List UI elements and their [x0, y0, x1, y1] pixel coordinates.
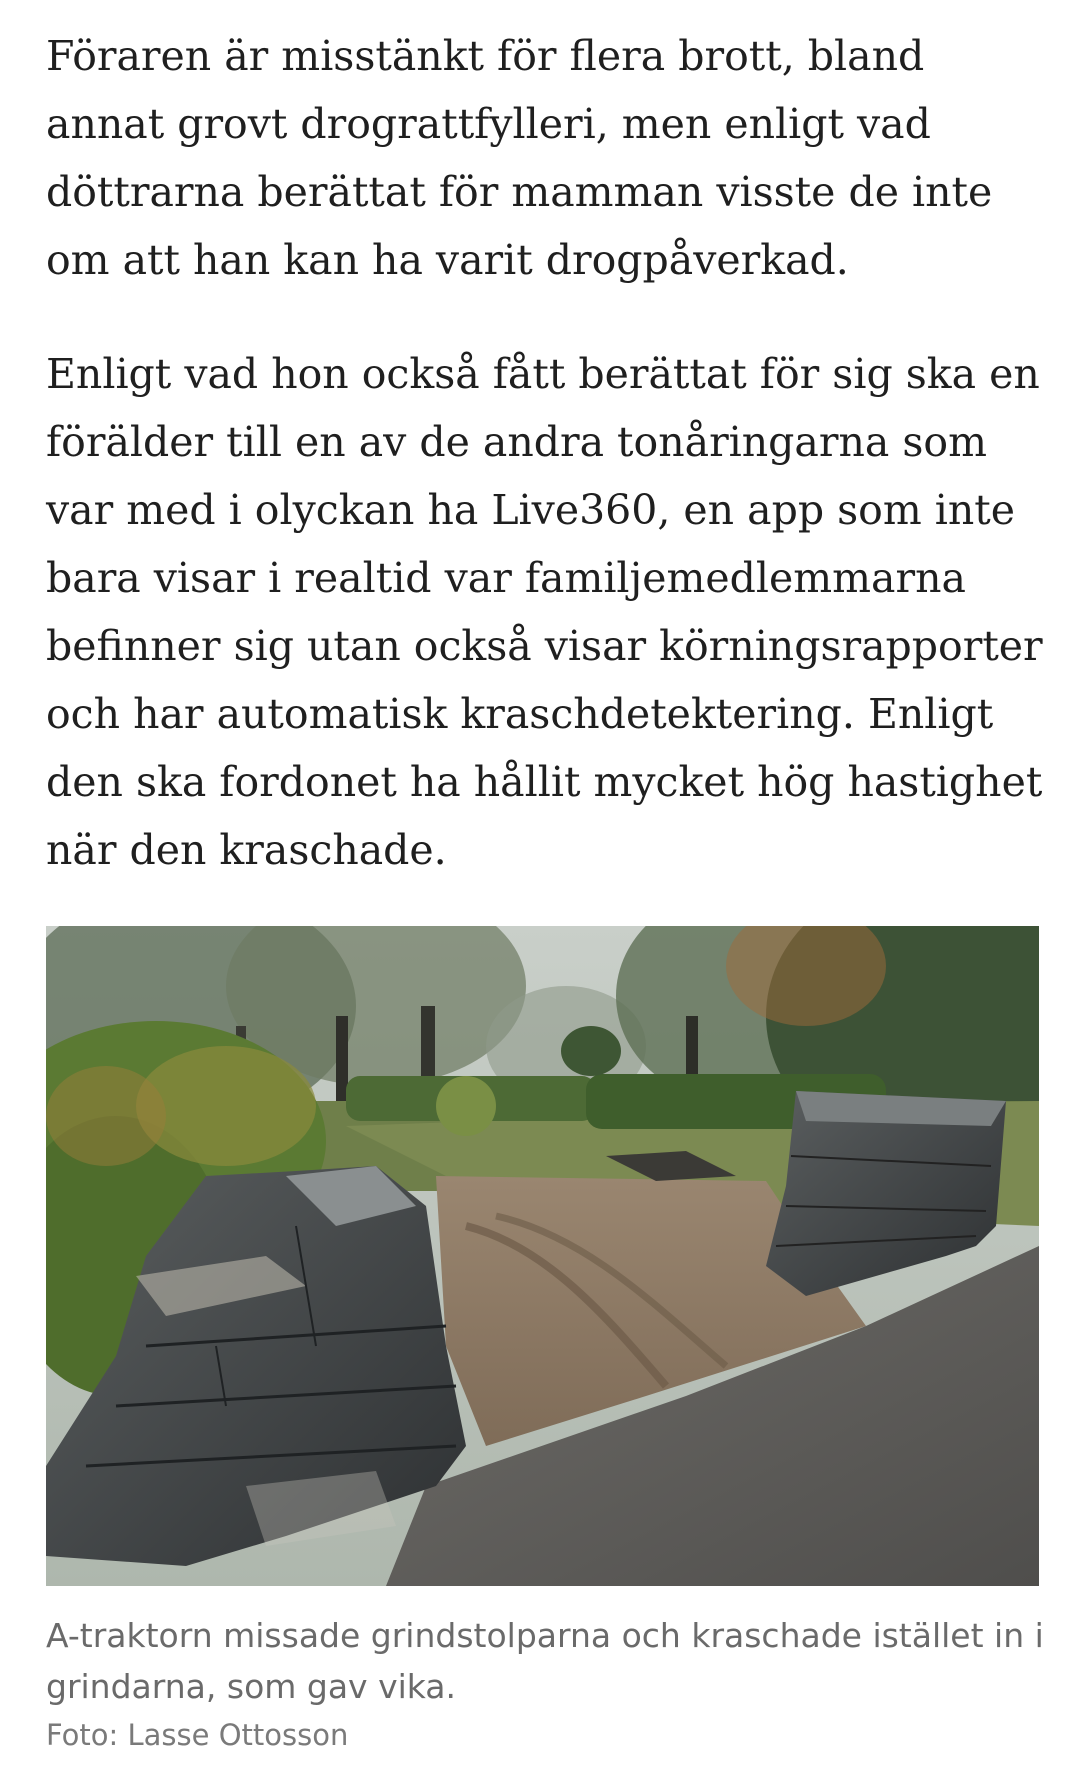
photo-caption: A-traktorn missade grindstolparna och kraschade istället in i grindarna, som gav vika. — [46, 1616, 1044, 1706]
article-photo[interactable] — [46, 926, 1039, 1586]
article-paragraph: Enligt vad hon också fått berättat för sig ska en förälder till en av de andra tonåringarna som var med i olyckan ha Live360, en app som inte bara visar i realtid var familjemedlemmarna befinner sig utan också visar körningsrapporter och har automatisk kraschdetektering. Enligt den ska fordonet ha hållit mycket hög hastighet när den kraschade. — [46, 350, 1043, 874]
article-paragraph: Föraren är misstänkt för flera brott, bland annat grovt drograttfylleri, men enligt vad döttrarna berättat för mamman visste de inte om att han kan ha varit drogpåverkad. — [46, 32, 993, 284]
photo-credit: Foto: Lasse Ottosson — [46, 1718, 349, 1752]
crash-site-photo-illustration — [46, 926, 1039, 1586]
